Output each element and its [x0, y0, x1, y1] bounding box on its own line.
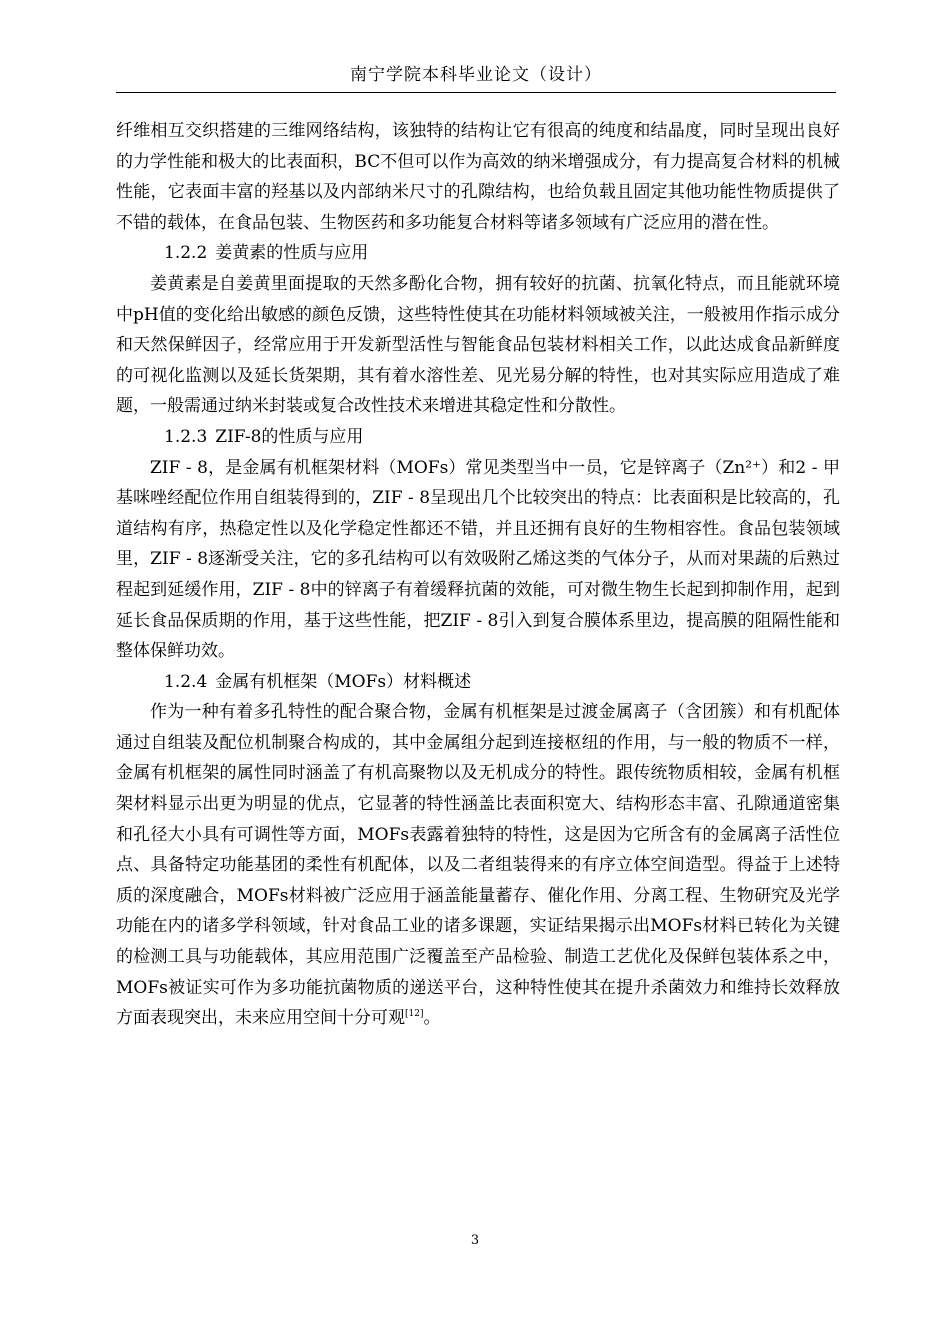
section-number: 1.2.2	[164, 243, 208, 264]
paragraph-bc-continuation: 纤维相互交织搭建的三维网络结构，该独特的结构让它有很高的纯度和结晶度，同时呈现出良好的力学性能和极大的比表面积，BC不但可以作为高效的纳米增强成分，有力提高复合材料的机械性能，它表面丰富的羟基以及内部纳米尺寸的孔隙结构，也给负载且固定其他功能性物质提供了不错的载体，在食品包装、生物医药和多功能复合材料等诸多领域有广泛应用的潜在性。	[116, 121, 840, 233]
body-text	[116, 116, 840, 1034]
page-number: 3	[470, 1233, 480, 1248]
section-title: ZIF-8的性质与应用	[215, 426, 364, 447]
paragraph-mofs-end: 。	[423, 1008, 441, 1029]
paragraph-mofs-text: 作为一种有着多孔特性的配合聚合物，金属有机框架是过渡金属离子（含团簇）和有机配体通过自组装及配位机制聚合构成的，其中金属组分起到连接枢纽的作用，与一般的物质不一样，金属有机框架的属性同时涵盖了有机高聚物以及无机成分的特性。跟传统物质相较，金属有机框架材料显示出更为明显的优点，它显著的特性涵盖比表面积宽大、结构形态丰富、孔隙通道密集和孔径大小具有可调性等方面，MOFs表露着独特的特性，这是因为它所含有的金属离子活性位点、具备特定功能基团的柔性有机配体，以及二者组装得来的有序立体空间造型。得益于上述特质的深度融合，MOFs材料被广泛应用于涵盖能量蓄存、催化作用、分离工程、生物研究及光学功能在内的诸多学科领域，针对食品工业的诸多课题，实证结果揭示出MOFs材料已转化为关键的检测工具与功能载体，其应用范围广泛覆盖至产品检验、制造工艺优化及保鲜包装体系之中，MOFs被证实可作为多功能抗菌物质的递送平台，这种特性使其在提升杀菌效力和维持长效释放方面表现突出，未来应用空间十分可观	[116, 702, 840, 1029]
running-header: 南宁学院本科毕业论文（设计）	[350, 65, 602, 85]
paragraph-zif8: ZIF - 8，是金属有机框架材料（MOFs）常见类型当中一员，它是锌离子（Zn²⁺）和2 - 甲基咪唑经配位作用自组装得到的，ZIF - 8呈现出几个比较突出的特点：比表面积是比较高的，孔道结构有序，热稳定性以及化学稳定性都还不错，并且还拥有良好的生物相容性。食品包装领域里，ZIF - 8逐渐受关注，它的多孔结构可以有效吸附乙烯这类的气体分子，从而对果蔬的后熟过程起到延缓作用，ZIF - 8中的锌离子有着缓释抗菌的效能，可对微生物生长起到抑制作用，起到延长食品保质期的作用，基于这些性能，把ZIF - 8引入到复合膜体系里边，提高膜的阻隔性能和整体保鲜功效。	[116, 457, 840, 662]
section-title: 姜黄素的性质与应用	[215, 243, 369, 264]
section-number: 1.2.3	[164, 426, 208, 447]
section-number: 1.2.4	[164, 671, 208, 692]
section-title: 金属有机框架（MOFs）材料概述	[215, 671, 472, 692]
section-heading-1-2-4	[116, 667, 840, 698]
citation-reference: [12]	[405, 1009, 424, 1020]
section-heading-1-2-3	[116, 422, 840, 453]
header-rule	[116, 92, 836, 93]
paragraph-mofs	[116, 697, 840, 1034]
section-heading-1-2-2	[116, 238, 840, 269]
paragraph-curcumin: 姜黄素是自姜黄里面提取的天然多酚化合物，拥有较好的抗菌、抗氧化特点，而且能就环境中pH值的变化给出敏感的颜色反馈，这些特性使其在功能材料领域被关注，一般被用作指示成分和天然保鲜因子，经常应用于开发新型活性与智能食品包装材料相关工作，以此达成食品新鲜度的可视化监测以及延长货架期，其有着水溶性差、见光易分解的特性，也对其实际应用造成了难题，一般需通过纳米封装或复合改性技术来增进其稳定性和分散性。	[116, 273, 840, 417]
